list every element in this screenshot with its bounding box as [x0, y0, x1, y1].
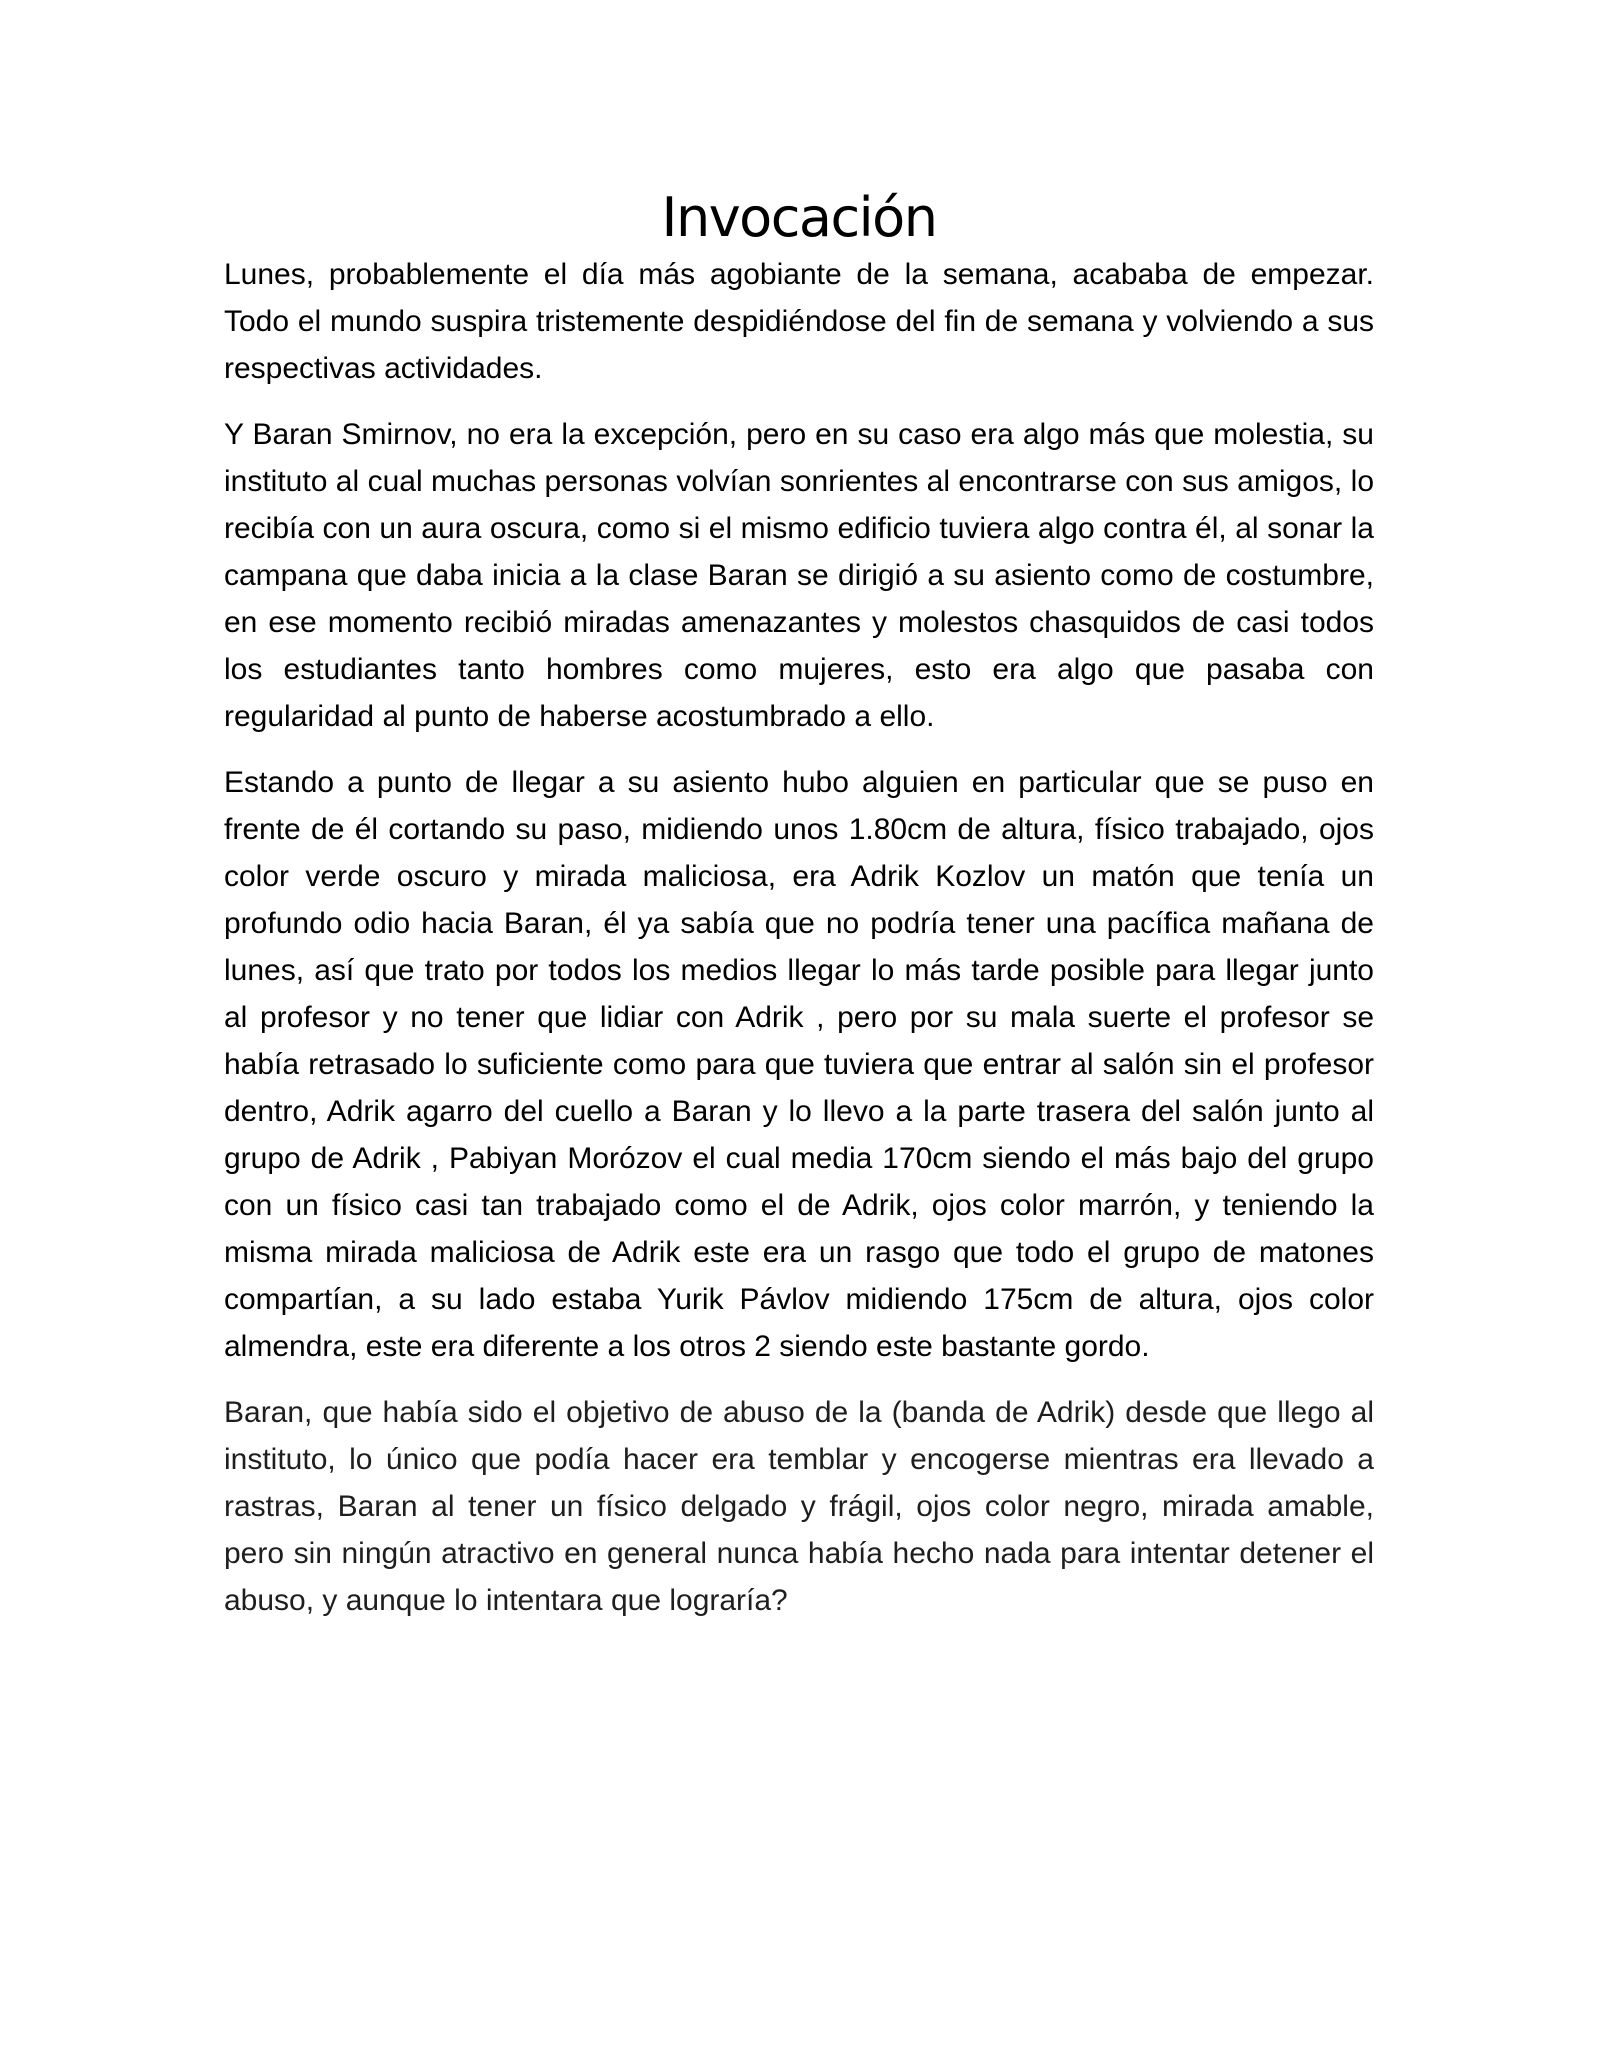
paragraph-3: Estando a punto de llegar a su asiento hubo alguien en particular que se puso en frente de él cortando su paso, midiendo unos 1.80cm de altura, físico trabajado, ojos color verde oscuro y mirada maliciosa, era Adrik Kozlov un matón que tenía un profundo odio hacia Baran, él ya sabía que no podría tener una pacífica mañana de lunes, así que trato por todos los medios llegar lo más tarde posible para llegar junto al profesor y no tener que lidiar con Adrik , pero por su mala suerte el profesor se había retrasado lo suficiente como para que tuviera que entrar al salón sin el profesor dentro, Adrik agarro del cuello a Baran y lo llevo a la parte trasera del salón junto al grupo de Adrik , Pabiyan Morózov el cual media 170cm siendo el más bajo del grupo con un físico casi tan trabajado como el de Adrik, ojos color marrón, y teniendo la misma mirada maliciosa de Adrik este era un rasgo que todo el grupo de matones compartían, a su lado estaba Yurik Pávlov midiendo 175cm de altura, ojos color almendra, este era diferente a los otros 2 siendo este bastante gordo.: [224, 765, 1374, 1363]
paragraph-2: Y Baran Smirnov, no era la excepción, pero en su caso era algo más que molestia, su instituto al cual muchas personas volvían sonrientes al encontrarse con sus amigos, lo recibía con un aura oscura, como si el mismo edificio tuviera algo contra él, al sonar la campana que daba inicia a la clase Baran se dirigió a su asiento como de costumbre, en ese momento recibió miradas amenazantes y molestos chasquidos de casi todos los estudiantes tanto hombres como mujeres, esto era algo que pasaba con regularidad al punto de haberse acostumbrado a ello.: [224, 417, 1374, 733]
paragraph-1: Lunes, probablemente el día más agobiante de la semana, acababa de empezar. Todo el mundo suspira tristemente despidiéndose del fin de semana y volviendo a sus respectivas actividades.: [224, 257, 1374, 385]
document-body: [224, 186, 1374, 1643]
document-title: Invocación: [661, 186, 937, 249]
paragraph-4: Baran, que había sido el objetivo de abuso de la (banda de Adrik) desde que llego al instituto, lo único que podía hacer era temblar y encogerse mientras era llevado a rastras, Baran al tener un físico delgado y frágil, ojos color negro, mirada amable, pero sin ningún atractivo en general nunca había hecho nada para intentar detener el abuso, y aunque lo intentara que lograría?: [224, 1395, 1374, 1617]
